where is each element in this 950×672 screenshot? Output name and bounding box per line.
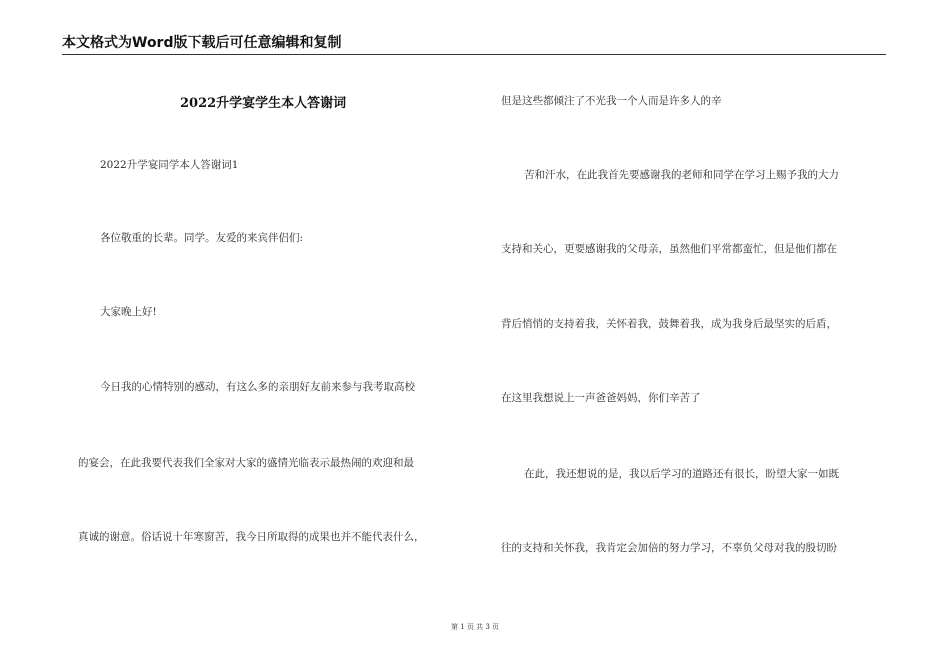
left-line-6: 真诚的谢意。俗话说十年寒窗苦，我今日所取得的成果也并不能代表什么， — [78, 531, 425, 543]
page-footer: 第 1 页 共 3 页 — [450, 623, 500, 631]
right-line-5: 在这里我想说上一声爸爸妈妈，你们辛苦了 — [501, 392, 701, 404]
right-line-2: 苦和汗水，在此我首先要感谢我的老师和同学在学习上赐予我的大力 — [524, 169, 839, 181]
page-header — [62, 34, 886, 55]
right-line-6: 在此，我还想说的是，我以后学习的道路还有很长，盼望大家一如既 — [524, 468, 839, 480]
right-line-3: 支持和关心，更要感谢我的父母亲，虽然他们平常都蛮忙，但是他们都在 — [501, 243, 837, 255]
header-text: 本文格式为Word版下载后可任意编辑和复制 — [62, 35, 342, 51]
left-line-5: 的宴会，在此我要代表我们全家对大家的盛情光临表示最热闹的欢迎和最 — [78, 457, 414, 469]
document-title: 2022升学宴学生本人答谢词 — [180, 96, 347, 111]
left-line-4: 今日我的心情特别的感动，有这么多的亲朋好友前来参与我考取高校 — [100, 381, 415, 393]
right-line-1: 但是这些都倾注了不光我一个人而是许多人的辛 — [501, 95, 722, 107]
left-line-1: 2022升学宴同学本人答谢词1 — [100, 159, 239, 171]
left-line-2: 各位敬重的长辈。同学。友爱的来宾伴侣们: — [100, 232, 304, 244]
right-line-7: 往的支持和关怀我，我肯定会加倍的努力学习，不辜负父母对我的殷切盼 — [501, 542, 837, 554]
right-line-4: 背后悄悄的支持着我，关怀着我，鼓舞着我，成为我身后最坚实的后盾， — [501, 318, 837, 330]
left-line-3: 大家晚上好! — [100, 306, 157, 318]
